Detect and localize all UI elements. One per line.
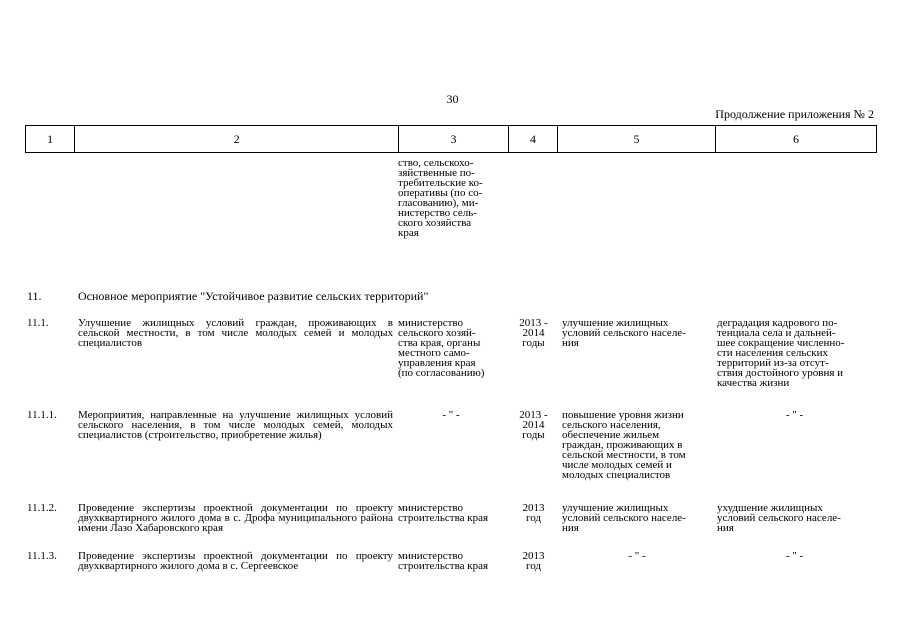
header-col-5: 5: [558, 126, 716, 153]
header-col-3: 3: [399, 126, 509, 153]
row-consequence: ухудшение жилищных условий сельского населе- ния: [717, 502, 841, 534]
row-name: Мероприятия, направленные на улучшение жилищных условий сельского населения, в том числе молодых семей, молодых специалистов (строительство, приобретение жилья): [78, 409, 393, 441]
row-number: 11.1.1.: [27, 409, 57, 421]
row-result: - " -: [628, 550, 646, 562]
row-name: Проведение экспертизы проектной документации по проекту двухквартирного жилого дома в с. Сергеевское: [78, 550, 393, 572]
header-col-6: 6: [716, 126, 877, 153]
row-consequence: деградация кадрового по- тенциала села и дальней- шее сокращение численно- сти населения сельских территорий из-за отсут- ствия достойного уровня и качества жизни: [717, 317, 845, 389]
row-number: 11.1.2.: [27, 502, 57, 514]
row-period: 2013 год: [522, 502, 545, 524]
page-number: 30: [446, 92, 459, 106]
row-number: 11.1.3.: [27, 550, 57, 562]
header-col-1: 1: [26, 126, 75, 153]
continuation-label: Продолжение приложения № 2: [715, 107, 874, 121]
section-title: Основное мероприятие "Устойчивое развитие сельских территорий": [78, 289, 429, 303]
row-name: Улучшение жилищных условий граждан, проживающих в сельской местности, в том числе молодых семей и молодых специалистов: [78, 317, 393, 349]
row-period: 2013 год: [522, 550, 545, 572]
row-period: 2013 - 2014 годы: [519, 409, 548, 441]
row-executor: - " -: [442, 409, 460, 421]
header-col-2: 2: [75, 126, 399, 153]
row-executor: министерство сельского хозяй- ства края, органы местного само- управления края (по согласованию): [398, 317, 485, 379]
carry-over-executor: ство, сельскохо- зяйственные по- требительские ко- оперативы (по со- гласованию), ми- нистерство сель- ского хозяйства края: [398, 157, 483, 239]
row-consequence: - " -: [785, 409, 804, 421]
row-result: улучшение жилищных условий сельского населе- ния: [562, 502, 686, 534]
row-consequence: - " -: [785, 550, 804, 562]
row-executor: министерство строительства края: [398, 550, 489, 572]
row-result: повышение уровня жизни сельского населения, обеспечение жильем граждан, проживающих в сельской местности, в том числе молодых семей и молодых специалистов: [562, 409, 686, 481]
row-executor: министерство строительства края: [398, 502, 489, 524]
header-col-4: 4: [508, 126, 557, 153]
row-result: улучшение жилищных условий сельского населе- ния: [562, 317, 686, 349]
section-number: 11.: [27, 289, 42, 303]
row-period: 2013 - 2014 годы: [519, 317, 548, 349]
table-header: [25, 125, 877, 153]
row-name: Проведение экспертизы проектной документации по проекту двухквартирного жилого дома в с. Дрофа муниципального района имени Лазо Хабаровского края: [78, 502, 393, 534]
row-number: 11.1.: [27, 317, 49, 329]
